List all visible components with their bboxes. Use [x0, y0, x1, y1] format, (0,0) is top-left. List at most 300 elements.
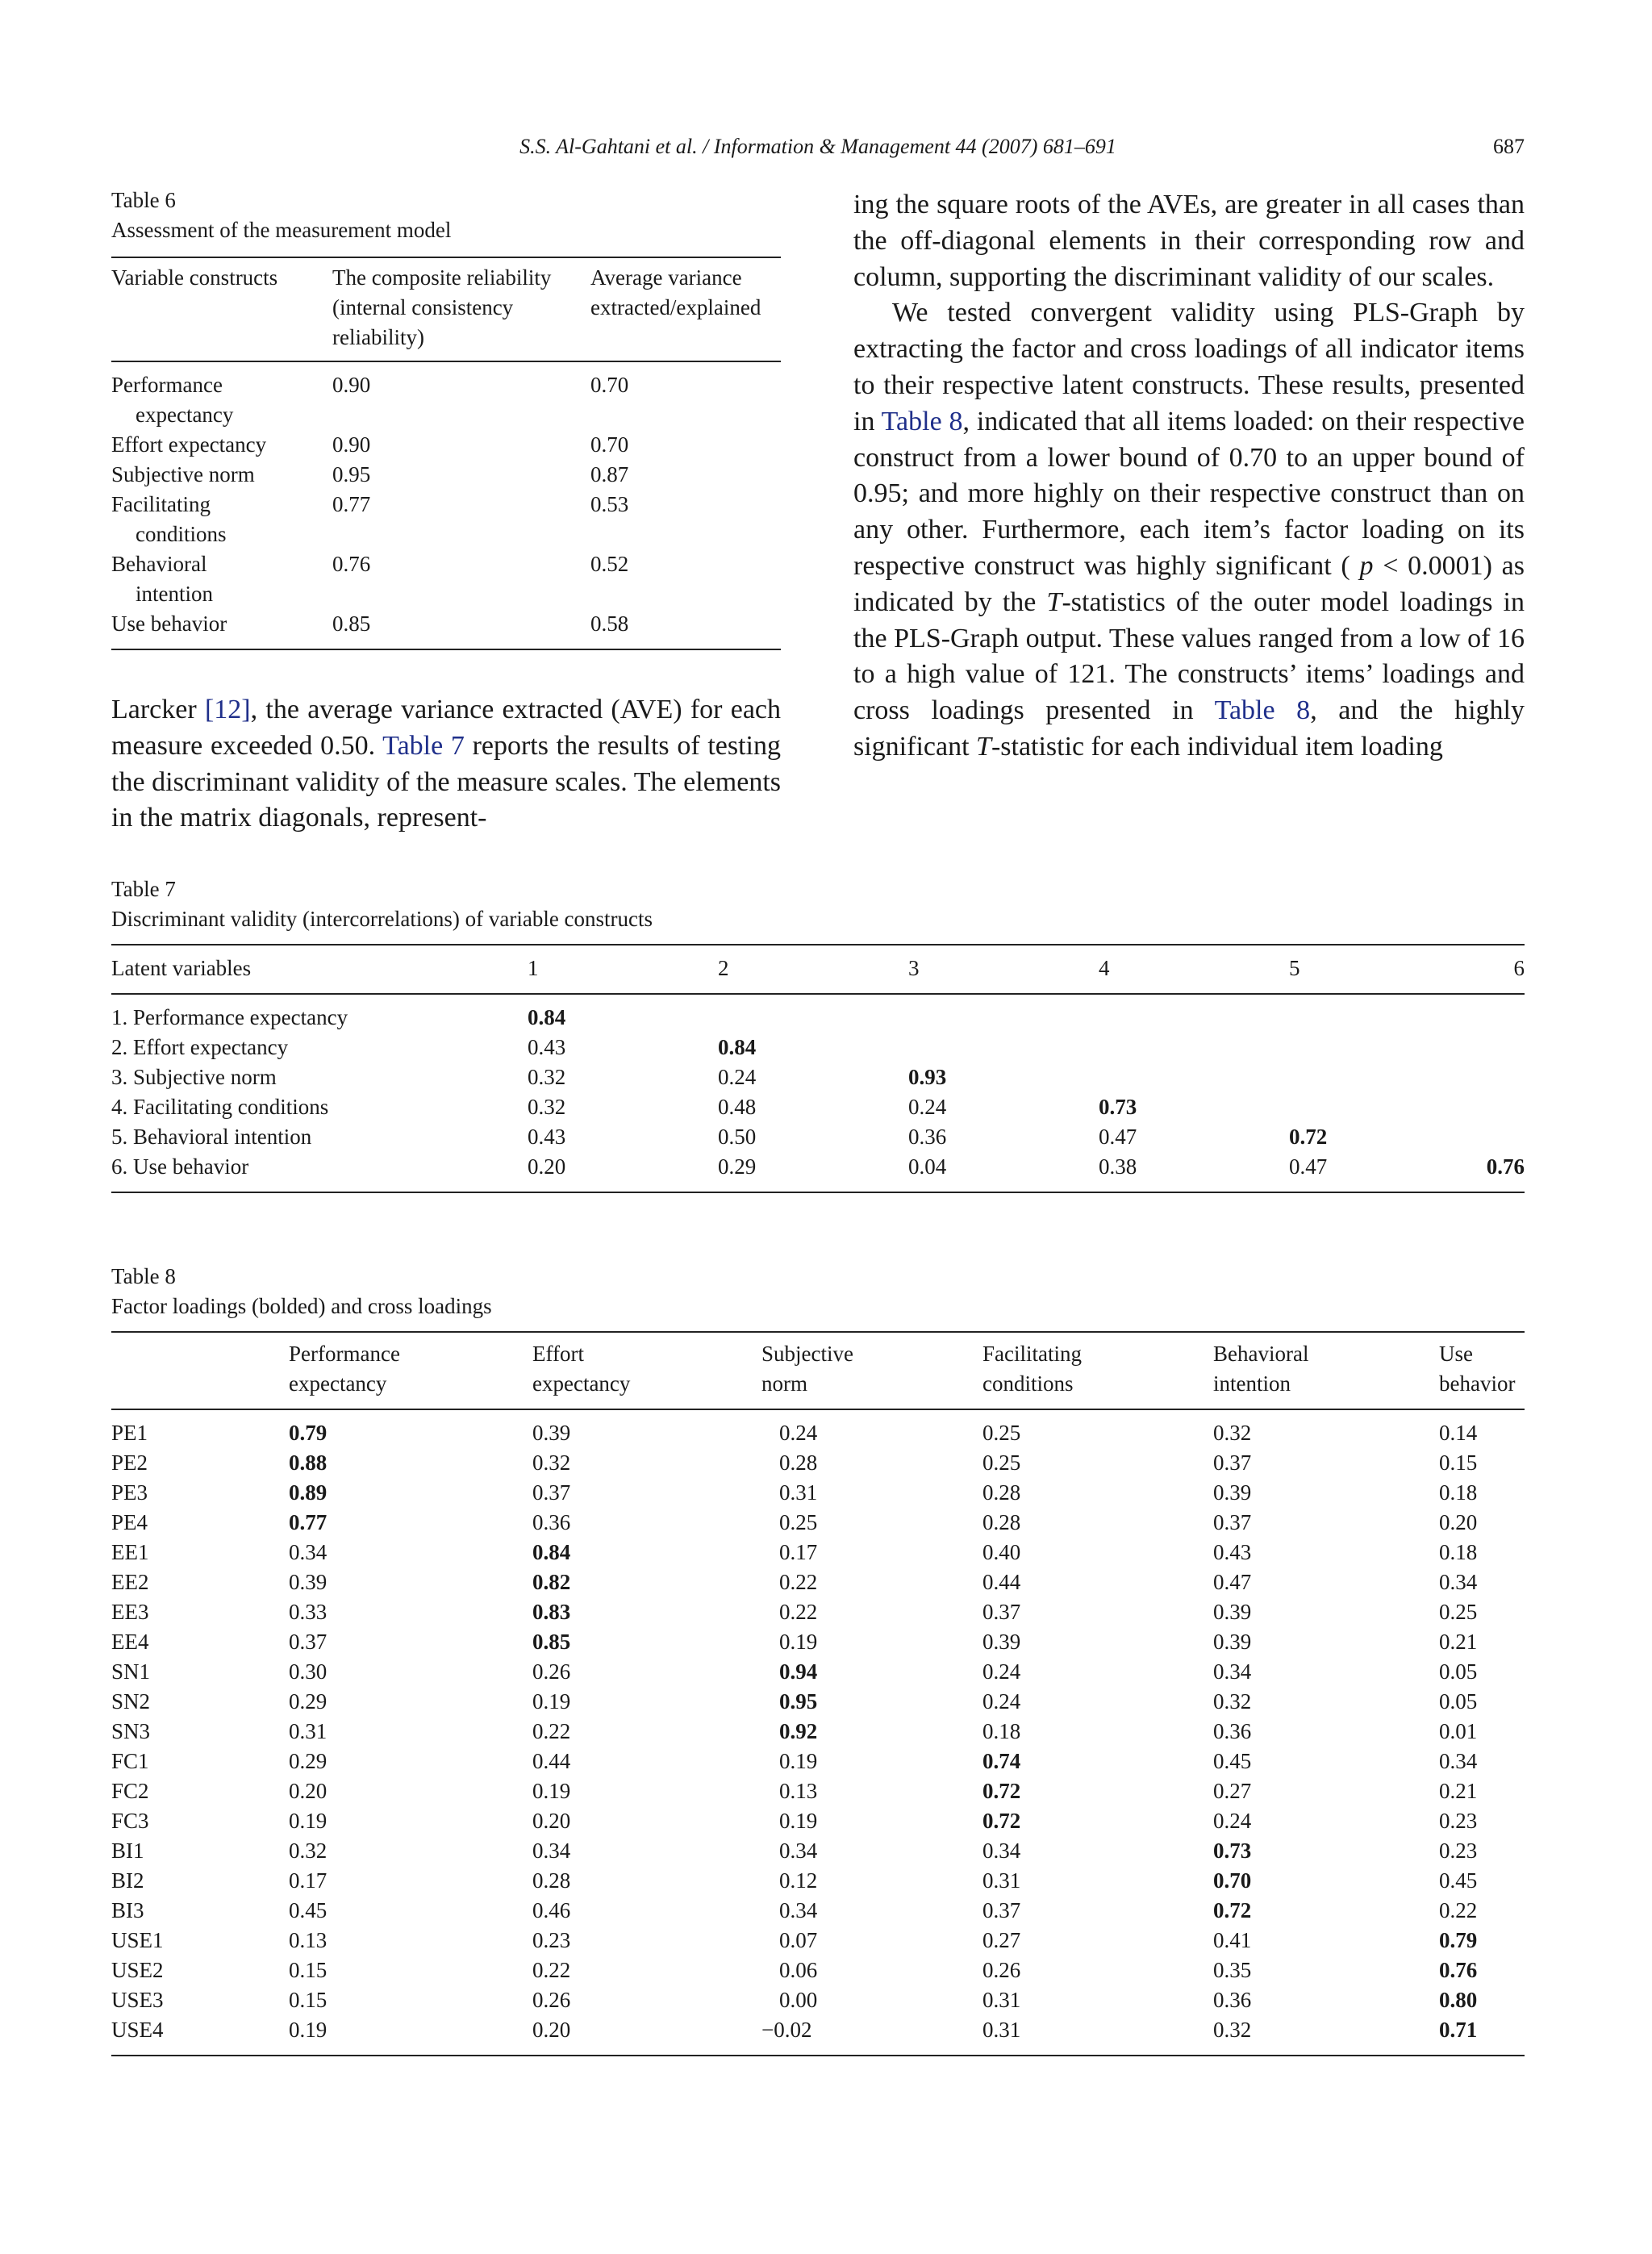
table6-cell-ave: 0.70 [590, 432, 629, 457]
table8-cell-loading: 0.19 [289, 2018, 327, 2042]
table8-cell-loading: 0.79 [1439, 1928, 1478, 1952]
col-header-line: Subjective [761, 1342, 853, 1366]
table7-cell-variable: 4. Facilitating conditions [111, 1095, 329, 1119]
table8-cell-loading: 0.25 [1439, 1600, 1478, 1624]
table8-cell-loading: −0.02 [761, 2018, 812, 2042]
table8-cell-loading: 0.00 [779, 1988, 818, 2012]
table8-cell-loading: 0.73 [1213, 1839, 1252, 1863]
table8-cell-loading: 0.25 [779, 1510, 818, 1534]
table8-cell-item: FC2 [111, 1779, 149, 1803]
table7-label: Table 7 [111, 877, 176, 901]
construct-name: Performance [111, 373, 223, 397]
table8-cell-loading: 0.70 [1213, 1868, 1252, 1893]
table8-cell-loading: 0.88 [289, 1450, 327, 1475]
table6 [111, 257, 781, 650]
table8-row [111, 1776, 1525, 1806]
table8-cell-loading: 0.13 [289, 1928, 327, 1952]
table7-cell-variable: 6. Use behavior [111, 1154, 249, 1179]
table7-cell-variable: 3. Subjective norm [111, 1065, 277, 1089]
table6-header-row [111, 257, 781, 361]
table7-cell-value [1289, 994, 1479, 1033]
table8-cell-loading: 0.33 [289, 1600, 327, 1624]
table8-cell-loading: 0.83 [532, 1600, 571, 1624]
table8-cell-loading: 0.23 [1439, 1839, 1478, 1863]
table8-cell-loading: 0.34 [1439, 1749, 1478, 1773]
table8-row [111, 1896, 1525, 1926]
table7 [111, 944, 1525, 1193]
table8-cell-loading: 0.92 [779, 1719, 818, 1743]
text-span: We tested convergent validity using PLS-Graph by extracting the factor and cross loadings of all indicator items to their respective latent constructs. These results, presented in [853, 298, 1525, 436]
table8-cell-loading: 0.84 [532, 1540, 571, 1564]
table6-cell-construct [111, 609, 332, 649]
table6-cell-construct [111, 361, 332, 430]
table7-cell-variable: 5. Behavioral intention [111, 1125, 312, 1149]
table7-cell-value: 0.72 [1289, 1125, 1328, 1149]
table8-row [111, 1409, 1525, 1448]
table6-cell-cr: 0.95 [332, 462, 371, 486]
table8-cell-loading: 0.22 [779, 1600, 818, 1624]
text-span: < 0.0001) as indicated by the [853, 550, 1525, 617]
table6-cell-ave: 0.58 [590, 612, 629, 636]
table8-cell-loading: 0.19 [532, 1779, 571, 1803]
table6-row [111, 430, 781, 460]
table7-cell-value [1099, 1033, 1289, 1062]
table8-cell-loading: 0.37 [1213, 1510, 1252, 1534]
table8-cell-loading: 0.19 [779, 1630, 818, 1654]
table7-cell-value [1479, 1092, 1525, 1122]
table8-cell-loading: 0.29 [289, 1749, 327, 1773]
table8-cell-loading: 0.15 [289, 1988, 327, 2012]
table8-cell-loading: 0.85 [532, 1630, 571, 1654]
table8-cell-loading: 0.32 [1213, 2018, 1252, 2042]
table8-cell-loading: 0.32 [1213, 1689, 1252, 1713]
table8-row [111, 1717, 1525, 1747]
text-span: , and the highly significant [853, 695, 1525, 762]
table8-cell-loading: 0.22 [532, 1958, 571, 1982]
table8-col-header [982, 1332, 1213, 1409]
table8-cell-loading: 0.89 [289, 1480, 327, 1505]
table8-cell-loading: 0.25 [982, 1450, 1021, 1475]
ref-link-12[interactable]: [12] [204, 695, 251, 724]
table6-cell-cr: 0.77 [332, 492, 371, 516]
table8-cell-loading: 0.20 [1439, 1510, 1478, 1534]
col-header-line: intention [1213, 1371, 1291, 1396]
table7-cell-value: 0.73 [1099, 1095, 1137, 1119]
table8-cell-loading: 0.31 [982, 2018, 1021, 2042]
text-span: -statistics of the outer model loadings in the PLS-Graph output. These values ranged from a low of 16 to a high value of 121. The constructs’ items’ loadings and cross loadings presented in [853, 586, 1525, 726]
table8-cell-loading: 0.27 [1213, 1779, 1252, 1803]
text-span-italic: T [976, 731, 991, 762]
table8-row [111, 1806, 1525, 1836]
table7-col-header: 4 [1099, 945, 1289, 994]
table7-header-row [111, 945, 1525, 994]
table8-cell-loading: 0.41 [1213, 1928, 1252, 1952]
table8-row [111, 1956, 1525, 1985]
table8-row [111, 1478, 1525, 1508]
table7-cell-value: 0.24 [908, 1095, 947, 1119]
table6-cell-cr: 0.85 [332, 612, 371, 636]
text-span: Larcker [111, 695, 205, 724]
table7-cell-value: 0.47 [1289, 1154, 1328, 1179]
table7-cell-value [1099, 994, 1289, 1033]
table8-cell-loading: 0.05 [1439, 1689, 1478, 1713]
table8-cell-loading: 0.31 [982, 1988, 1021, 2012]
table8-cell-item: BI2 [111, 1868, 144, 1893]
table7-row [111, 1033, 1525, 1062]
col-header-line: Use [1439, 1342, 1473, 1366]
table8-cell-loading: 0.39 [1213, 1630, 1252, 1654]
table8-cell-loading: 0.36 [1213, 1988, 1252, 2012]
table8-cell-item: SN1 [111, 1659, 151, 1684]
table8-cell-loading: 0.45 [1213, 1749, 1252, 1773]
table7-cell-value: 0.20 [528, 1154, 566, 1179]
table6-cell-ave: 0.53 [590, 492, 629, 516]
ref-link-table7[interactable]: Table 7 [382, 730, 465, 761]
table8-cell-item: USE2 [111, 1958, 164, 1982]
table8-cell-loading: 0.20 [532, 2018, 571, 2042]
right-column [853, 187, 1525, 766]
table7-cell-value: 0.48 [718, 1095, 757, 1119]
table6-label: Table 6 [111, 188, 176, 212]
table8-row [111, 1747, 1525, 1776]
table7-cell-value: 0.43 [528, 1035, 566, 1059]
table8-cell-loading: 0.15 [1439, 1450, 1478, 1475]
table7-cell-value: 0.47 [1099, 1125, 1137, 1149]
table8-cell-loading: 0.37 [982, 1898, 1021, 1922]
table8-cell-loading: 0.17 [779, 1540, 818, 1564]
table8-cell-item: USE3 [111, 1988, 164, 2012]
table8-cell-loading: 0.12 [779, 1868, 818, 1893]
table7-cell-value [908, 994, 1099, 1033]
table8-cell-loading: 0.34 [779, 1839, 818, 1863]
table8-col-header [1439, 1332, 1525, 1409]
table6-cell-ave: 0.52 [590, 552, 629, 576]
table7-cell-value: 0.32 [528, 1095, 566, 1119]
table8-cell-loading: 0.82 [532, 1570, 571, 1594]
construct-name: Subjective norm [111, 462, 255, 486]
table7-row [111, 1152, 1525, 1192]
page-header [111, 131, 1525, 163]
table8-cell-loading: 0.79 [289, 1421, 327, 1445]
table7-col-header: 3 [908, 945, 1099, 994]
construct-name: Facilitating [111, 492, 211, 516]
table8-cell-loading: 0.22 [532, 1719, 571, 1743]
table8-header-row [111, 1332, 1525, 1409]
table8-cell-loading: 0.37 [289, 1630, 327, 1654]
table8-cell-loading: 0.40 [982, 1540, 1021, 1564]
table8-cell-loading: 0.36 [1213, 1719, 1252, 1743]
table6-row [111, 361, 781, 430]
table8-cell-loading: 0.37 [1213, 1450, 1252, 1475]
table8-cell-item: FC3 [111, 1809, 149, 1833]
table8-cell-loading: 0.28 [779, 1450, 818, 1475]
table7-cell-value [1479, 1122, 1525, 1152]
table7-cell-value: 0.93 [908, 1065, 947, 1089]
table8-cell-loading: 0.34 [1213, 1659, 1252, 1684]
table8-cell-loading: 0.77 [289, 1510, 327, 1534]
table7-cell-variable: 2. Effort expectancy [111, 1035, 289, 1059]
table7-col-header: Latent variables [111, 945, 528, 994]
construct-name: Effort expectancy [111, 432, 267, 457]
table8-cell-loading: 0.46 [532, 1898, 571, 1922]
table8-cell-loading: 0.76 [1439, 1958, 1478, 1982]
table8-cell-loading: 0.34 [289, 1540, 327, 1564]
page-number: 687 [1493, 135, 1525, 158]
table8-cell-loading: 0.21 [1439, 1630, 1478, 1654]
table7-caption [111, 874, 653, 934]
table8-cell-loading: 0.34 [532, 1839, 571, 1863]
left-column-paragraph [111, 692, 781, 837]
ref-link-table8[interactable]: Table 8 [881, 406, 963, 436]
table8-cell-loading: 0.29 [289, 1689, 327, 1713]
table8-cell-loading: 0.72 [982, 1779, 1021, 1803]
table7-cell-value: 0.76 [1486, 1154, 1525, 1179]
table7-cell-value [1479, 1062, 1525, 1092]
table8-row [111, 1508, 1525, 1538]
table8-cell-loading: 0.39 [1213, 1480, 1252, 1505]
table6-caption [111, 186, 451, 245]
table7-cell-value: 0.43 [528, 1125, 566, 1149]
table8-cell-loading: 0.21 [1439, 1779, 1478, 1803]
table6-cell-construct [111, 430, 332, 460]
running-head: S.S. Al-Gahtani et al. / Information & Management 44 (2007) 681–691 [519, 135, 1116, 158]
col-header-line: behavior [1439, 1371, 1516, 1396]
table8-row [111, 1866, 1525, 1896]
table6-cell-construct [111, 549, 332, 609]
table6-cell-construct [111, 490, 332, 549]
table8-cell-item: SN2 [111, 1689, 151, 1713]
table6-cell-cr: 0.90 [332, 432, 371, 457]
table8-cell-item: USE1 [111, 1928, 164, 1952]
table7-cell-value: 0.84 [718, 1035, 757, 1059]
table8-cell-loading: 0.24 [779, 1421, 818, 1445]
table8-cell-loading: 0.30 [289, 1659, 327, 1684]
table8-cell-loading: 0.22 [779, 1570, 818, 1594]
table8-cell-loading: 0.24 [982, 1689, 1021, 1713]
table8-cell-item: EE4 [111, 1630, 149, 1654]
table6-title: Assessment of the measurement model [111, 218, 452, 242]
table8-cell-item: PE4 [111, 1510, 148, 1534]
table8-cell-loading: 0.24 [982, 1659, 1021, 1684]
table8-cell-loading: 0.32 [532, 1450, 571, 1475]
table8-cell-loading: 0.37 [532, 1480, 571, 1505]
table8-cell-loading: 0.26 [982, 1958, 1021, 1982]
table6-cell-ave: 0.87 [590, 462, 629, 486]
table8-cell-loading: 0.72 [1213, 1898, 1252, 1922]
table7-col-header: 5 [1289, 945, 1479, 994]
table7-cell-value: 0.36 [908, 1125, 947, 1149]
table7-cell-value [718, 994, 908, 1033]
table8-cell-loading: 0.39 [1213, 1600, 1252, 1624]
table8-cell-loading: 0.34 [779, 1898, 818, 1922]
table8-cell-loading: 0.07 [779, 1928, 818, 1952]
ref-link-table8[interactable]: Table 8 [1214, 695, 1311, 726]
text-span-italic: p [1359, 550, 1374, 581]
table6-col-header: Variable constructs [111, 257, 332, 361]
table8-cell-loading: 0.20 [532, 1809, 571, 1833]
table7-title: Discriminant validity (intercorrelations) of variable constructs [111, 907, 653, 931]
table7-cell-value [1289, 1062, 1479, 1092]
table8-cell-loading: 0.22 [1439, 1898, 1478, 1922]
table8-cell-loading: 0.17 [289, 1868, 327, 1893]
text-span: -statistic for each individual item loading [991, 731, 1443, 762]
table8-col-header [532, 1332, 761, 1409]
table8-cell-item: EE3 [111, 1600, 149, 1624]
table8 [111, 1331, 1525, 2056]
table7-row [111, 1092, 1525, 1122]
table7-cell-value [908, 1033, 1099, 1062]
col-header-line: norm [761, 1371, 807, 1396]
table8-cell-loading: 0.71 [1439, 2018, 1478, 2042]
table8-row [111, 1538, 1525, 1567]
table8-row [111, 1448, 1525, 1478]
table8-cell-loading: 0.26 [532, 1659, 571, 1684]
table8-cell-loading: 0.31 [779, 1480, 818, 1505]
table8-cell-loading: 0.44 [982, 1570, 1021, 1594]
table8-cell-loading: 0.28 [982, 1480, 1021, 1505]
table8-cell-loading: 0.36 [532, 1510, 571, 1534]
table8-cell-item: BI3 [111, 1898, 144, 1922]
table8-cell-loading: 0.94 [779, 1659, 818, 1684]
construct-name-cont: expectancy [136, 403, 234, 427]
table6-cell-ave: 0.70 [590, 373, 629, 397]
table8-cell-loading: 0.26 [532, 1988, 571, 2012]
col-header-line: expectancy [532, 1371, 631, 1396]
table8-cell-loading: 0.34 [1439, 1570, 1478, 1594]
table8-title: Factor loadings (bolded) and cross loadings [111, 1294, 492, 1318]
table7-row [111, 994, 1525, 1033]
table8-cell-loading: 0.39 [982, 1630, 1021, 1654]
table8-cell-loading: 0.14 [1439, 1421, 1478, 1445]
table7-cell-value [1289, 1092, 1479, 1122]
col-header-line: conditions [982, 1371, 1074, 1396]
table8-cell-loading: 0.13 [779, 1779, 818, 1803]
col-header-line: expectancy [289, 1371, 387, 1396]
right-paragraph-1: ing the square roots of the AVEs, are greater in all cases than the off-diagonal elements in their corresponding row and column, supporting the discriminant validity of our scales. [853, 190, 1525, 292]
table8-row [111, 1926, 1525, 1956]
table8-row [111, 1627, 1525, 1657]
text-span-italic: T [1046, 586, 1062, 617]
table8-cell-loading: 0.39 [532, 1421, 571, 1445]
table6-row [111, 460, 781, 490]
table8-cell-loading: 0.43 [1213, 1540, 1252, 1564]
table8-cell-loading: 0.01 [1439, 1719, 1478, 1743]
table8-cell-item: BI1 [111, 1839, 144, 1863]
table8-cell-loading: 0.28 [532, 1868, 571, 1893]
table8-cell-loading: 0.19 [289, 1809, 327, 1833]
table8-cell-item: PE1 [111, 1421, 148, 1445]
text-span: , indicated that all items loaded: on their respective construct from a lower bound of 0.70 to an upper bound of 0.95; and more highly on their respective construct than on any other. Furthermore, each item’s factor loading on its respective construct was highly significant ( [853, 406, 1525, 581]
table8-caption [111, 1262, 492, 1321]
table8-cell-loading: 0.44 [532, 1749, 571, 1773]
table7-cell-value: 0.29 [718, 1154, 757, 1179]
table8-cell-loading: 0.06 [779, 1958, 818, 1982]
col-header-line: Facilitating [982, 1342, 1082, 1366]
table8-col-header [761, 1332, 982, 1409]
table6-cell-construct [111, 460, 332, 490]
table8-label: Table 8 [111, 1264, 176, 1288]
table8-cell-loading: 0.20 [289, 1779, 327, 1803]
table7-cell-variable: 1. Performance expectancy [111, 1005, 348, 1029]
table8-cell-loading: 0.05 [1439, 1659, 1478, 1684]
col-header-line: Behavioral [1213, 1342, 1309, 1366]
table8-cell-item: FC1 [111, 1749, 149, 1773]
table7-cell-value: 0.84 [528, 1005, 566, 1029]
table7-cell-value [1479, 994, 1525, 1033]
table8-row [111, 1985, 1525, 2015]
table8-cell-loading: 0.45 [1439, 1868, 1478, 1893]
construct-name: Use behavior [111, 612, 227, 636]
table7-col-header: 2 [718, 945, 908, 994]
table6-col-header: Average variance extracted/explained [590, 257, 781, 361]
table7-cell-value: 0.38 [1099, 1154, 1137, 1179]
table8-cell-loading: 0.34 [982, 1839, 1021, 1863]
table8-col-header [289, 1332, 532, 1409]
construct-name: Behavioral [111, 552, 207, 576]
table8-cell-loading: 0.25 [982, 1421, 1021, 1445]
table8-cell-item: USE4 [111, 2018, 164, 2042]
table7-cell-value [1479, 1033, 1525, 1062]
table8-row [111, 1687, 1525, 1717]
table8-cell-loading: 0.19 [532, 1689, 571, 1713]
table8-cell-loading: 0.31 [289, 1719, 327, 1743]
table8-cell-loading: 0.45 [289, 1898, 327, 1922]
table8-cell-item: EE2 [111, 1570, 149, 1594]
table8-cell-loading: 0.28 [982, 1510, 1021, 1534]
table8-cell-loading: 0.15 [289, 1958, 327, 1982]
table8-cell-loading: 0.18 [1439, 1480, 1478, 1505]
table7-row [111, 1122, 1525, 1152]
table8-cell-loading: 0.37 [982, 1600, 1021, 1624]
table6-row [111, 549, 781, 609]
table7-cell-value: 0.04 [908, 1154, 947, 1179]
table7-cell-value: 0.50 [718, 1125, 757, 1149]
col-header-line: Effort [532, 1342, 584, 1366]
table6-cell-cr: 0.90 [332, 373, 371, 397]
table8-row [111, 2015, 1525, 2056]
construct-name-cont: intention [136, 582, 213, 606]
table8-cell-loading: 0.23 [1439, 1809, 1478, 1833]
table8-cell-loading: 0.19 [779, 1749, 818, 1773]
table8-col-header [1213, 1332, 1439, 1409]
text-span: reports the results of testing the discriminant validity of the measure scales. The elements in the matrix diagonals, represent- [111, 730, 782, 833]
table8-cell-loading: 0.19 [779, 1809, 818, 1833]
table6-col-header: The composite reliability (internal consistency reliability) [332, 257, 590, 361]
construct-name-cont: conditions [136, 522, 227, 546]
col-header-line: Performance [289, 1342, 400, 1366]
table6-cell-cr: 0.76 [332, 552, 371, 576]
table8-cell-item: PE2 [111, 1450, 148, 1475]
text-span: , the average variance extracted (AVE) for each measure exceeded 0.50. [111, 695, 781, 761]
table8-cell-loading: 0.18 [982, 1719, 1021, 1743]
table8-cell-loading: 0.31 [982, 1868, 1021, 1893]
table8-cell-loading: 0.32 [289, 1839, 327, 1863]
table8-cell-loading: 0.35 [1213, 1958, 1252, 1982]
table8-cell-loading: 0.24 [1213, 1809, 1252, 1833]
table8-cell-loading: 0.27 [982, 1928, 1021, 1952]
table7-cell-value [1099, 1062, 1289, 1092]
table8-cell-loading: 0.47 [1213, 1570, 1252, 1594]
right-paragraph-2 [853, 295, 1525, 765]
table8-cell-loading: 0.23 [532, 1928, 571, 1952]
table8-cell-item: EE1 [111, 1540, 149, 1564]
table7-row [111, 1062, 1525, 1092]
table8-cell-loading: 0.39 [289, 1570, 327, 1594]
table8-row [111, 1836, 1525, 1866]
table7-cell-value: 0.32 [528, 1065, 566, 1089]
table8-cell-loading: 0.72 [982, 1809, 1021, 1833]
table8-cell-item: SN3 [111, 1719, 151, 1743]
